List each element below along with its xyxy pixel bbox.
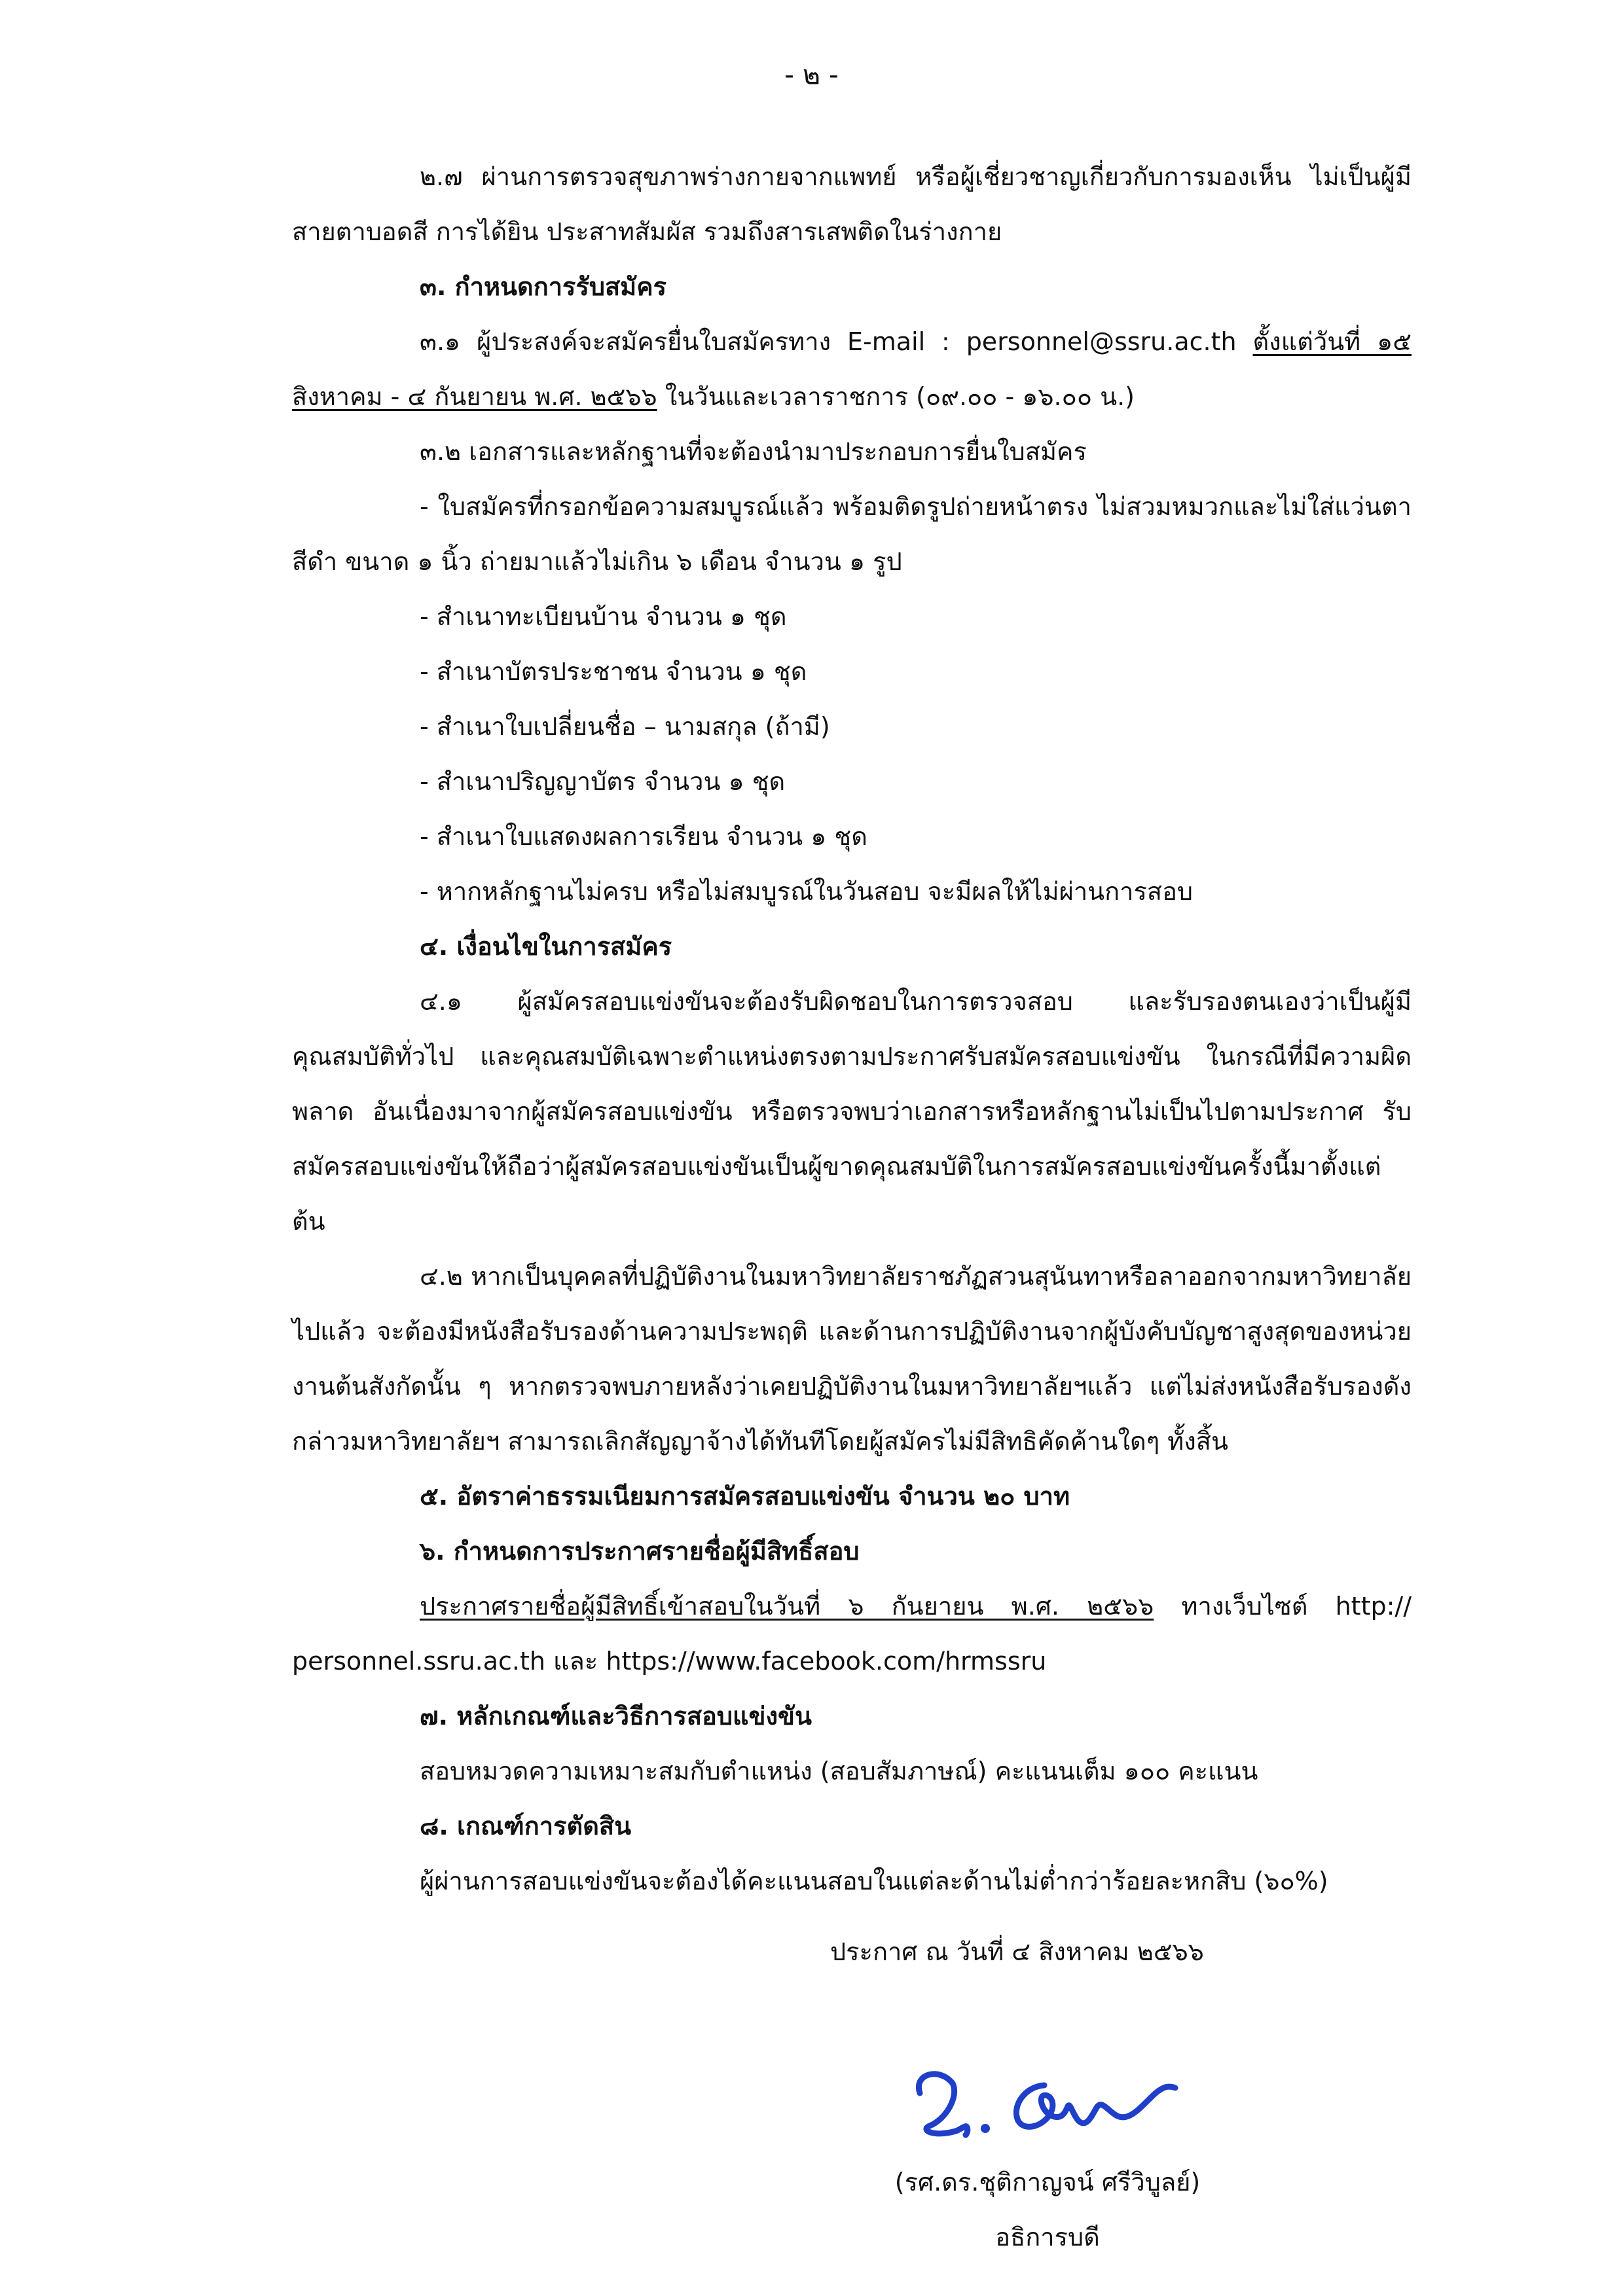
paragraph-4-1: ๔.๑ ผู้สมัครสอบแข่งขันจะต้องรับผิดชอบในการตรวจสอบ และรับรองตนเองว่าเป็นผู้มีคุณสมบัติทั่วไป และคุณสมบัติเฉพาะตำแหน่งตรงตามประกาศรับสมัครสอบแข่งขัน ในกรณีที่มีความผิดพลาด อันเนื่องมาจากผู้สมัครสอบแข่งขัน หรือตรวจพบว่าเอกสารหรือหลักฐานไม่เป็นไปตามประกาศ รับสมัครสอบแข่งขันให้ถือว่าผู้สมัครสอบแข่งขันเป็นผู้ขาดคุณสมบัติในการสมัครสอบแข่งขันครั้งนี้มาตั้งแต่ต้น (292, 987, 1412, 1236)
announcement-date-text: ประกาศรายชื่อผู้มีสิทธิ์เข้าสอบในวันที่ ๖ กันยายน พ.ศ. ๒๕๖๖ (420, 1592, 1154, 1621)
paragraph-3-1-text: ๓.๑ ผู้ประสงค์จะสมัครยื่นใบสมัครทาง E-mail : personnel@ssru.ac.th (420, 327, 1253, 356)
signature-stroke (1016, 2085, 1175, 2126)
page-number: - ๒ - (784, 59, 839, 90)
list-item: - สำเนาใบแสดงผลการเรียน จำนวน ๑ ชุด (420, 822, 867, 851)
paragraph-2-7: ๒.๗ ผ่านการตรวจสุขภาพร่างกายจากแพทย์ หรือผู้เชี่ยวชาญเกี่ยวกับการมองเห็น ไม่เป็นผู้มีสายตาบอดสี การได้ยิน ประสาทสัมผัส รวมถึงสารเสพติดในร่างกาย (292, 162, 1412, 246)
paragraph-8: ผู้ผ่านการสอบแข่งขันจะต้องได้คะแนนสอบในแต่ละด้านไม่ต่ำกว่าร้อยละหกสิบ (๖๐%) (420, 1867, 1328, 1895)
application-period: ตั้งแต่วันที่ ๑๕ สิงหาคม - ๔ กันยายน พ.ศ. ๒๕๖๖ (292, 327, 1412, 411)
list-item: - สำเนาทะเบียนบ้าน จำนวน ๑ ชุด (420, 602, 787, 631)
signature-dot (981, 2124, 990, 2133)
paragraph-4-2: ๔.๒ หากเป็นบุคคลที่ปฏิบัติงานในมหาวิทยาลัยราชภัฏสวนสุนันทาหรือลาออกจากมหาวิทยาลัยไปแล้ว จะต้องมีหนังสือรับรองด้านความประพฤติ และด้านการปฏิบัติงานจากผู้บังคับบัญชาสูงสุดของหน่วยงานต้นสังกัดนั้น ๆ หากตรวจพบภายหลังว่าเคยปฏิบัติงานในมหาวิทยาลัยฯแล้ว แต่ไม่ส่งหนังสือรับรองดังกล่าวมหาวิทยาลัยฯ สามารถเลิกสัญญาจ้างได้ทันทีโดยผู้สมัครไม่มีสิทธิคัดค้านใดๆ ทั้งสิ้น (292, 1262, 1412, 1456)
announcement-date: ประกาศ ณ วันที่ ๔ สิงหาคม ๒๕๖๖ (830, 1937, 1204, 1966)
list-item: - หากหลักฐานไม่ครบ หรือไม่สมบูรณ์ในวันสอบ จะมีผลให้ไม่ผ่านการสอบ (420, 877, 1194, 906)
list-item: - สำเนาใบเปลี่ยนชื่อ – นามสกุล (ถ้ามี) (420, 712, 830, 741)
section-3-heading: ๓. กำหนดการรับสมัคร (420, 272, 667, 301)
list-item: - ใบสมัครที่กรอกข้อความสมบูรณ์แล้ว พร้อมติดรูปถ่ายหน้าตรง ไม่สวมหมวกและไม่ใส่แว่นตาสีดำ ขนาด ๑ นิ้ว ถ่ายมาแล้วไม่เกิน ๖ เดือน จำนวน ๑ รูป (292, 492, 1412, 576)
section-7-heading: ๗. หลักเกณฑ์และวิธีการสอบแข่งขัน (420, 1702, 812, 1731)
section-5-heading: ๕. อัตราค่าธรรมเนียมการสมัครสอบแข่งขัน จำนวน ๒๐ บาท (420, 1482, 1070, 1511)
document-body (292, 149, 1412, 1909)
list-item: - สำเนาบัตรประชาชน จำนวน ๑ ชุด (420, 657, 807, 686)
paragraph-3-2: ๓.๒ เอกสารและหลักฐานที่จะต้องนำมาประกอบการยื่นใบสมัคร (420, 437, 1087, 466)
website-text: ทางเว็บไซต์ http:// personnel.ssru.ac.th และ https://www.facebook.com/hrmssru (292, 1592, 1412, 1676)
paragraph-6 (292, 1579, 1412, 1689)
signer-name: (รศ.ดร.ชุติกาญจน์ ศรีวิบูลย์) (894, 2168, 1201, 2197)
section-6-heading: ๖. กำหนดการประกาศรายชื่อผู้มีสิทธิ์สอบ (420, 1537, 860, 1566)
signer-block (851, 2155, 1244, 2265)
section-4-heading: ๔. เงื่อนไขในการสมัคร (420, 932, 672, 961)
paragraph-7: สอบหมวดความเหมาะสมกับตำแหน่ง (สอบสัมภาษณ์) คะแนนเต็ม ๑๐๐ คะแนน (420, 1757, 1258, 1785)
signer-title: อธิการบดี (995, 2223, 1100, 2251)
paragraph-3-1-hours: ในวันและเวลาราชการ (๐๙.๐๐ - ๑๖.๐๐ น.) (657, 382, 1135, 411)
paragraph-3-1 (292, 314, 1412, 424)
list-item: - สำเนาปริญญาบัตร จำนวน ๑ ชุด (420, 767, 786, 796)
section-8-heading: ๘. เกณฑ์การตัดสิน (420, 1812, 632, 1840)
signature-image (894, 2047, 1195, 2152)
signature-stroke (919, 2074, 967, 2135)
